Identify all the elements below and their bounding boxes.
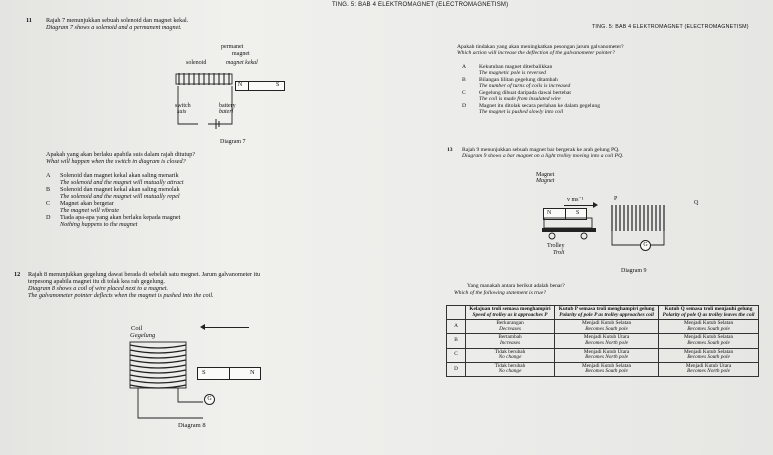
q11-stem-en: Diagram 7 shows a solenoid and a permanent magnet. [46,24,182,31]
q11-option-d-ms: Tiada apa-apa yang akan berlaku kepada magnet [60,214,181,221]
q12-option-a-ms: Kekutuban magnet diterbalikkan [479,64,553,70]
q12-stem-en-2: The galvanometer pointer deflects when the magnet is pushed into the coil. [28,292,214,299]
q12-option-letter[interactable]: B [462,77,466,83]
q11-option-d-en: Nothing happens to the magnet [60,221,138,228]
q11-option-a-en: The solenoid and the magnet will mutually attract [60,179,184,186]
row-letter[interactable]: C [447,348,466,362]
table-header-cell [447,306,466,320]
q13-stem-en: Diagram 9 shows a bar magnet on a light trolley moving into a coil PQ. [462,153,624,159]
galvanometer-icon [204,394,215,405]
table-header-cell: Kutub Q semasa troli menjauhi gelung Polarity of pole Q as trolley leaves the coil [659,306,759,320]
row-letter[interactable]: A [447,320,466,334]
q13-stem-ms: Rajah 9 menunjukkan sebuah magnet bar bergerak ke arah gelung PQ. [462,147,620,153]
q12-stem-en-1: Diagram 8 shows a coil of wire placed next to a magnet. [28,285,169,292]
label-magnet-ms: Magnet [536,178,555,184]
q11-option-letter[interactable]: A [46,172,51,179]
magnet-pole-s: S [276,82,280,88]
label-switch-ms: suis [177,109,187,115]
q12-option-letter[interactable]: D [462,103,467,109]
label-magnet: magnet [232,51,250,57]
diagram7-caption: Diagram 7 [220,139,246,145]
label-trolley-ms: Troli [553,250,565,256]
label-coil: Coil [131,325,143,332]
velocity-label: v ms⁻¹ [567,197,584,203]
q11-option-c-en: The magnet will vibrate [60,207,119,214]
q12-option-letter[interactable]: A [462,64,467,70]
table-cell: Menjadi Kutub Selatan Becomes South pole [555,320,659,334]
push-arrow [204,327,249,328]
q12-option-letter[interactable]: C [462,90,466,96]
table-cell: Menjadi Kutub Utara Becomes North pole [555,348,659,362]
q12-option-d-en: The magnet is pushed slowly into coil [479,109,564,115]
q11-stem-ms: Rajah 7 menunjukkan sebuah solenoid dan magnet kekal. [46,17,189,24]
q11-option-b-ms: Solenoid dan magnet kekal akan saling menolak [60,186,180,193]
q11-option-letter[interactable]: C [46,200,51,207]
q11-question-en: What will happen when the switch in diagram is closed? [46,158,186,165]
table-row[interactable] [447,334,759,348]
q13-question-ms: Yang manakah antara berikut adalah benar? [467,283,565,289]
q12-question-ms: Apakah tindakan yang akan meningkatkan pesongan jarum galvanometer? [457,44,624,50]
table-row[interactable] [447,348,759,362]
q12-option-a-en: The magnetic pole is reversed [479,70,546,76]
galvanometer-label: G [643,242,648,248]
diagram8-caption: Diagram 8 [178,422,206,429]
header-left: TING. 5: BAB 4 ELEKTROMAGNET (ELECTROMAGNETISM) [332,2,509,8]
q12-number: 12 [14,271,21,278]
permanent-magnet [235,81,285,91]
magnet-pole-s: S [202,369,206,376]
q12-option-d-ms: Magnet itu ditolak secara perlahan ke dalam gegelung [479,103,600,109]
q12-option-c-en: The coil is made from insulated wire [479,96,561,102]
table-cell: Menjadi Kutub Selatan Becomes South pole [659,348,759,362]
diagram9-caption: Diagram 9 [621,268,647,274]
table-cell: Berkurangan Decreases [466,320,555,334]
coil-diagram [128,340,200,422]
label-magnet-ms: magnet kekal [226,60,258,66]
galvanometer-icon [640,240,651,251]
label-magnet: Magnet [536,172,555,178]
q13-question-en: Which of the following statement is true? [454,290,546,296]
q11-number: 11 [26,17,32,24]
q13-answer-table [446,305,759,377]
q12-option-b-ms: Bilangan lilitan gegelung ditambah [479,77,558,83]
table-cell: Tidak berubah No change [466,362,555,376]
label-trolley: Trolley [547,243,565,249]
label-switch: switch [175,103,191,109]
table-cell: Menjadi Kutub Selatan Becomes South pole [555,362,659,376]
q11-option-a-ms: Solenoid dan magnet kekal akan saling menarik [60,172,179,179]
label-permanent: permanet [221,44,244,50]
table-cell: Bertambah Increases [466,334,555,348]
row-letter[interactable]: B [447,334,466,348]
q11-question-ms: Apakah yang akan berlaku apabila suis dalam rajah ditutup? [46,151,196,158]
table-header-cell: Kutub P semasa troli menghampiri gelung Polarity of pole P as trolley approaches coil [555,306,659,320]
table-cell: Tidak berubah No change [466,348,555,362]
q11-option-c-ms: Magnet akan bergetar [60,200,114,207]
header-right: TING. 5: BAB 4 ELEKTROMAGNET (ELECTROMAGNETISM) [592,24,749,30]
q12-question-en: Which action will increase the deflection of the galvanometer pointer? [457,50,615,56]
q11-option-letter[interactable]: D [46,214,51,221]
row-letter[interactable]: D [447,362,466,376]
magnet-pole-n: N [238,82,243,88]
label-solenoid: solenoid [186,60,207,66]
q12-option-c-ms: Gegelung dibuat daripada dawai bertebat [479,90,571,96]
table-cell: Menjadi Kutub Utara Becomes North pole [555,334,659,348]
q13-number: 13 [447,147,453,153]
label-battery: battery [219,103,236,109]
table-header-cell: Kelajuan troli semasa menghampiri Speed of trolley as it approaches P [466,306,555,320]
arrow-head-icon [200,324,205,330]
q12-option-b-en: The number of turns of coils is increased [479,83,571,89]
table-row[interactable] [447,362,759,376]
label-q: Q [694,200,699,206]
table-row[interactable] [447,320,759,334]
bar-magnet-q12 [197,367,261,380]
table-cell: Menjadi Kutub Selatan Becomes South pole [659,320,759,334]
magnet-pole-n: N [547,210,552,216]
label-p: P [614,196,618,202]
galvanometer-label: G [207,396,212,402]
q11-option-b-en: The solenoid and the magnet will mutually repel [60,193,180,200]
table-cell: Menjadi Kutub Utara Becomes North pole [659,362,759,376]
label-coil-ms: Gegelung [130,332,156,339]
q11-option-letter[interactable]: B [46,186,51,193]
label-battery-ms: bateri [219,109,234,115]
table-cell: Menjadi Kutub Selatan Becomes South pole [659,334,759,348]
q12-stem-ms-1: Rajah 8 menunjukkan gegelung dawai berada di sebelah satu megnet. Jarum galvanometer itu [28,271,261,278]
q12-stem-ms-2: terpesong apabila magnet itu di tolak kea rah gegelung. [28,278,165,285]
magnet-pole-s: S [576,210,580,216]
trolley-coil-diagram [540,201,680,271]
table-header-row [447,306,759,320]
magnet-pole-n: N [250,369,255,376]
